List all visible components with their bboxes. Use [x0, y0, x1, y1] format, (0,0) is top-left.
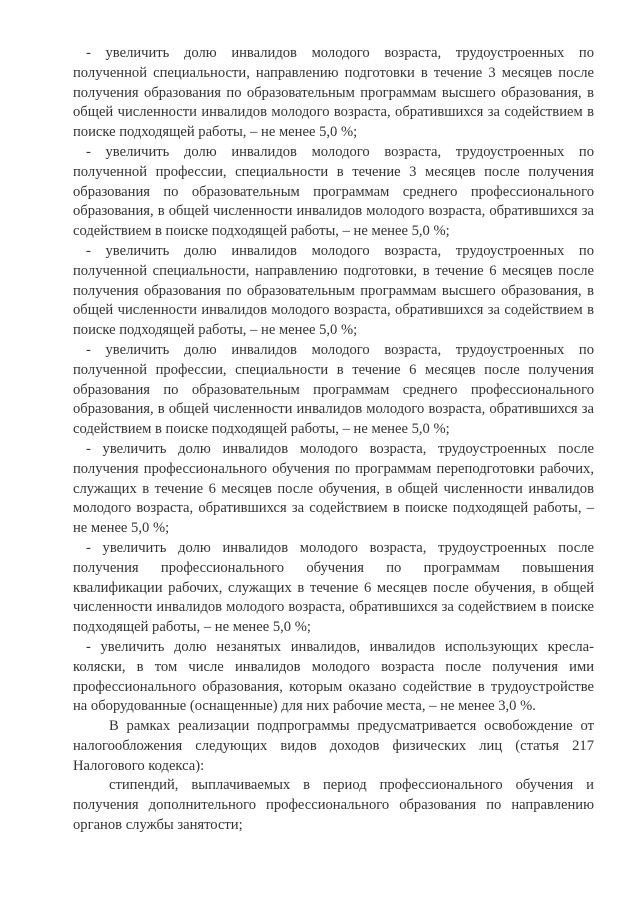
goal-paragraph-7: - увеличить долю незанятых инвалидов, инвалидов использующих кресла-коляски, в том числе инвалидов молодого возраста после получения ими профессионального образования, которым оказано содействие в трудоустройстве на оборудованные (оснащенные) для них рабочие места, – не менее 3,0 %. — [73, 638, 594, 715]
goal-paragraph-5: - увеличить долю инвалидов молодого возраста, трудоустроенных после получения профессионального обучения по программам переподготовки рабочих, служащих в течение 6 месяцев после обучения, в общей численности инвалидов молодого возраста, обратившихся за содействием в поиске подходящей работы, – не менее 5,0 %; — [73, 440, 594, 537]
goal-paragraph-6: - увеличить долю инвалидов молодого возраста, трудоустроенных после получения профессионального обучения по программам повышения квалификации рабочих, служащих в течение 6 месяцев после обучения, в общей численности инвалидов молодого возраста, обратившихся за содействием в поиске подходящей работы, – не менее 5,0 %; — [73, 539, 594, 636]
goal-paragraph-1: - увеличить долю инвалидов молодого возраста, трудоустроенных по полученной специальности, направлению подготовки в течение 3 месяцев после получения образования по образовательным программам высшего образования, в общей численности инвалидов молодого возраста, обратившихся за содействием в поиске подходящей работы, – не менее 5,0 %; — [73, 45, 594, 141]
goal-paragraph-2: - увеличить долю инвалидов молодого возраста, трудоустроенных по полученной профессии, специальности в течение 3 месяцев после получения образования по образовательным программам среднего профессионального образования, в общей численности инвалидов молодого возраста, обратившихся за содействием в поиске подходящей работы, – не менее 5,0 %; — [73, 143, 594, 240]
goal-paragraph-3: - увеличить долю инвалидов молодого возраста, трудоустроенных по полученной специальности, направлению подготовки, в течение 6 месяцев после получения образования по образовательным программам высшего образования, в общей численности инвалидов молодого возраста, обратившихся за содействием в поиске подходящей работы, – не менее 5,0 %; — [73, 242, 594, 339]
stipend-paragraph: стипендий, выплачиваемых в период профессионального обучения и получения дополнительного профессионального образования по направлению органов службы занятости; — [73, 777, 594, 834]
goal-paragraph-4: - увеличить долю инвалидов молодого возраста, трудоустроенных по полученной профессии, специальности в течение 6 месяцев после получения образования по образовательным программам среднего профессионального образования, в общей численности инвалидов молодого возраста, обратившихся за содействием в поиске подходящей работы, – не менее 5,0 %; — [73, 341, 594, 438]
document-page — [73, 44, 594, 836]
tax-exemption-paragraph: В рамках реализации подпрограммы предусматривается освобождение от налогообложения следующих видов доходов физических лиц (статья 217 Налогового кодекса): — [73, 718, 594, 774]
